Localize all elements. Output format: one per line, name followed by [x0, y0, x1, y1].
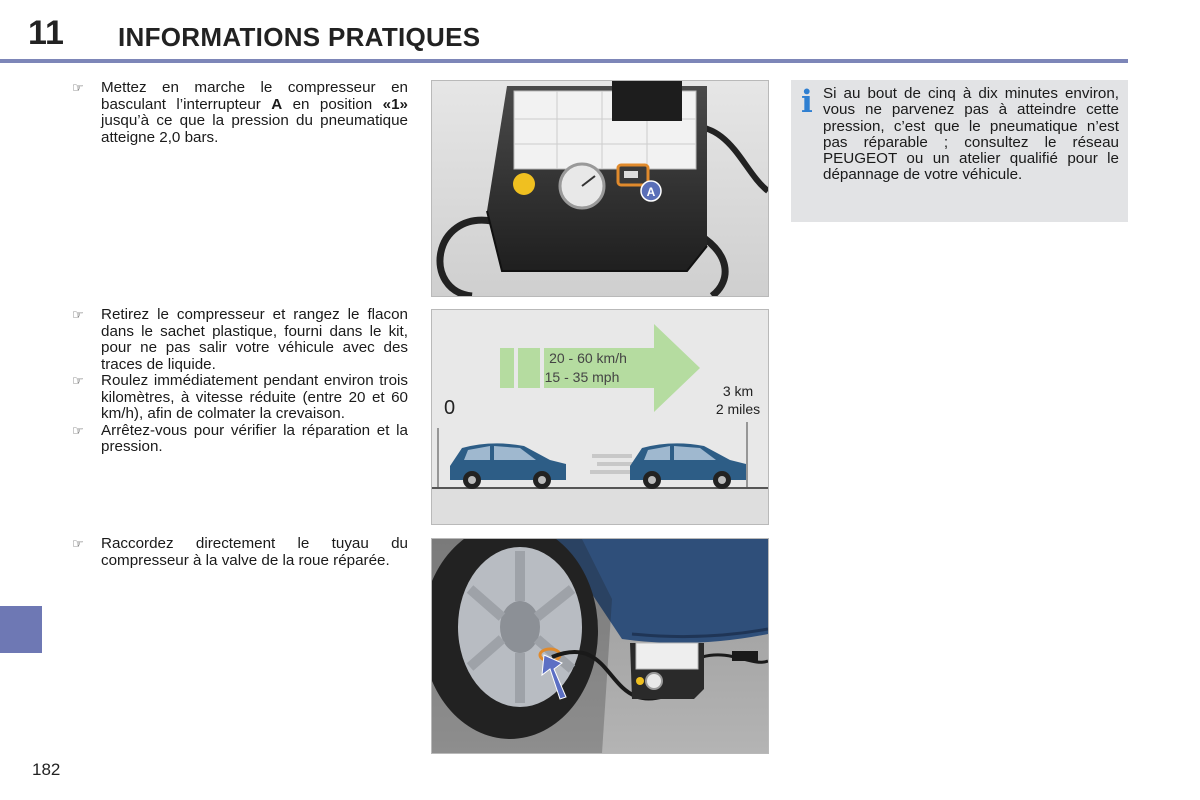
info-box [791, 80, 1128, 222]
info-icon: i [801, 84, 813, 120]
step-text: Roulez immédiatement pendant environ trois kilomètres, à vitesse réduite (entre 20 et 60 km/h), afin de colmater la crevaison. [101, 372, 408, 422]
step-text: Mettez en marche le compresseur en basculant l’interrupteur A en position «1» jusqu’à ce que la pression du pneumatique atteigne 2,0 bars. [101, 79, 408, 146]
drive-distance-figure [431, 309, 769, 525]
pointing-hand-icon: ☞ [72, 536, 84, 551]
start-label: 0 [444, 397, 456, 419]
page-number: 182 [32, 760, 61, 779]
steps-group-1 [72, 80, 408, 146]
chapter-side-tab [0, 606, 42, 653]
step-item [72, 80, 408, 146]
distance-km-label: 3 km [722, 383, 754, 399]
step-text: Retirez le compresseur et rangez le flacon dans le sachet plastique, fourni dans le kit, pour ne pas salir votre véhicule avec des traces de liquide. [101, 306, 408, 373]
steps-group-2 [72, 307, 408, 456]
pointing-hand-icon: ☞ [72, 80, 84, 95]
wheel-compressor-figure [431, 538, 769, 754]
chapter-title: INFORMATIONS PRATIQUES [118, 22, 481, 52]
speed-mph-label: 15 - 35 mph [544, 369, 620, 385]
header-rule [0, 59, 1128, 63]
pointing-hand-icon: ☞ [72, 307, 84, 322]
step-item [72, 423, 408, 456]
step-text: Raccordez directement le tuyau du compresseur à la valve de la roue réparée. [101, 535, 408, 569]
chapter-number: 11 [28, 14, 64, 52]
compressor-figure [431, 80, 769, 297]
step-item [72, 373, 408, 423]
distance-miles-label: 2 miles [715, 401, 761, 417]
steps-group-3 [72, 536, 408, 569]
step-item [72, 307, 408, 373]
pointing-hand-icon: ☞ [72, 373, 84, 388]
step-text: Arrêtez-vous pour vérifier la réparation et la pression. [101, 421, 408, 455]
speed-kmh-label: 20 - 60 km/h [549, 350, 627, 366]
info-text: Si au bout de cinq à dix minutes environ, vous ne parvenez pas à atteindre cette pression, c’est que le pneumatique n’est pas réparable ; consultez le réseau PEUGEOT ou un atelier qualifié pour le dépannage de votre véhicule. [823, 85, 1119, 184]
pointing-hand-icon: ☞ [72, 422, 84, 438]
switch-a-label: A [646, 185, 656, 199]
step-item [72, 536, 408, 569]
